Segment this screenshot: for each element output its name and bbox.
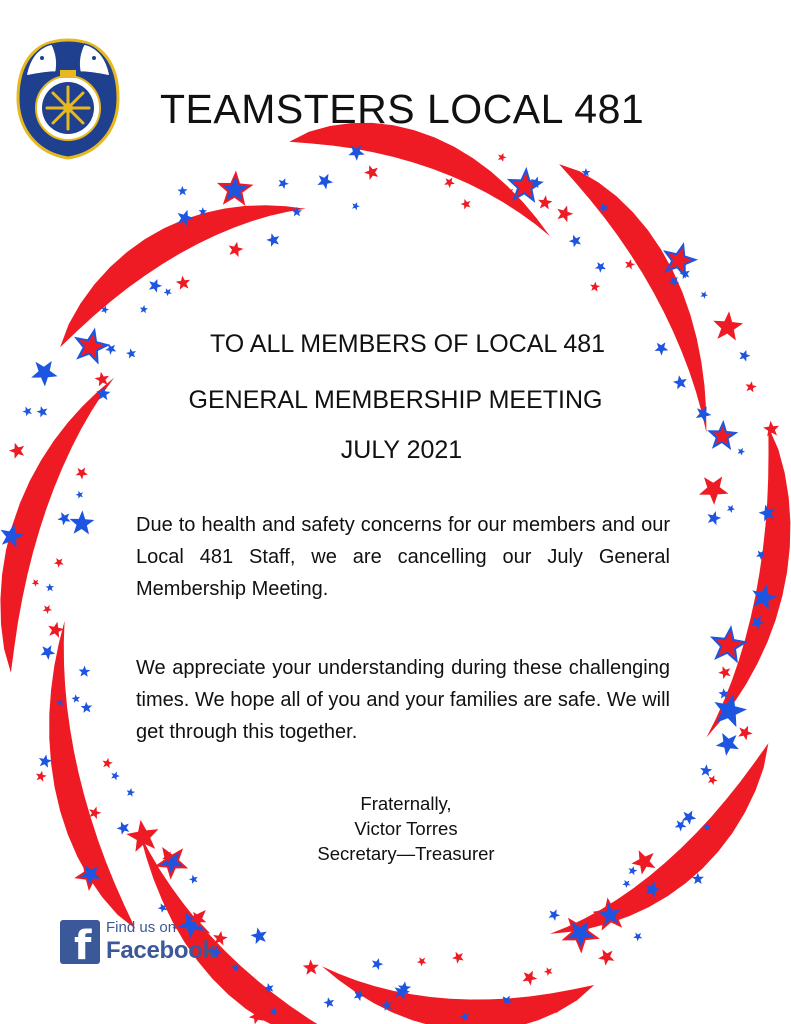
decorative-star-icon xyxy=(569,235,581,248)
decorative-star-icon xyxy=(251,927,267,944)
decorative-star-icon xyxy=(417,957,426,966)
decorative-star-icon xyxy=(32,579,40,586)
decorative-star-icon xyxy=(189,875,198,884)
decorative-star-icon xyxy=(708,775,718,785)
decorative-star-icon xyxy=(699,477,728,505)
red-swoosh-decoration xyxy=(550,743,769,934)
decorative-star-icon xyxy=(127,788,136,797)
decorative-star-icon xyxy=(595,262,606,273)
decorative-star-icon xyxy=(31,361,57,387)
decorative-star-icon xyxy=(625,259,635,269)
decorative-star-icon xyxy=(266,233,279,247)
decorative-star-icon xyxy=(700,764,712,776)
decorative-star-icon xyxy=(220,173,251,203)
decorative-star-icon xyxy=(372,958,383,970)
decorative-star-icon xyxy=(70,510,95,534)
decorative-star-icon xyxy=(102,758,112,769)
red-swoosh-decoration xyxy=(706,427,790,738)
decorative-star-icon xyxy=(229,242,244,257)
facebook-label: Facebook xyxy=(106,937,216,964)
decorative-star-icon xyxy=(364,165,378,180)
decorative-star-icon xyxy=(39,754,52,767)
decorative-star-icon xyxy=(303,959,319,975)
decorative-star-icon xyxy=(126,820,158,852)
decorative-star-icon xyxy=(352,202,360,210)
decorative-star-icon xyxy=(72,694,81,703)
decorative-star-icon xyxy=(628,866,637,875)
decorative-star-icon xyxy=(140,305,148,313)
decorative-star-icon xyxy=(701,291,709,299)
decorative-star-icon xyxy=(598,949,614,965)
decorative-star-icon xyxy=(89,807,101,820)
facebook-glyph: f xyxy=(74,923,92,969)
facebook-find-us-text: Find us on xyxy=(106,919,177,936)
appreciation-paragraph: We appreciate your understanding during these challenging times. We hope all of you and your families are safe. We will get through this together. xyxy=(136,657,670,743)
decorative-star-icon xyxy=(522,971,537,986)
decorative-star-icon xyxy=(444,178,455,189)
decorative-star-icon xyxy=(549,909,561,921)
decorative-star-icon xyxy=(633,933,642,942)
decorative-star-icon xyxy=(79,666,91,677)
page-title: TEAMSTERS LOCAL 481 xyxy=(160,86,645,132)
decorative-star-icon xyxy=(557,206,573,223)
heading-date: JULY 2021 xyxy=(340,436,463,464)
decorative-star-icon xyxy=(544,967,553,976)
signature-role: Secretary—Treasurer xyxy=(317,843,495,864)
teamsters-logo xyxy=(12,32,124,162)
decorative-star-icon xyxy=(54,558,64,568)
decorative-star-icon xyxy=(538,195,553,209)
signature-closing: Fraternally, xyxy=(360,793,452,814)
decorative-star-icon xyxy=(177,186,187,196)
facebook-badge[interactable] xyxy=(60,918,216,969)
decorative-star-icon xyxy=(43,605,52,614)
decorative-star-icon xyxy=(682,811,697,825)
decorative-star-icon xyxy=(117,822,130,835)
facebook-icon xyxy=(60,920,100,969)
decorative-star-icon xyxy=(95,372,110,387)
heading-members: TO ALL MEMBERS OF LOCAL 481 xyxy=(209,330,606,358)
cancellation-paragraph: Due to health and safety concerns for our members and our Local 481 Staff, we are cancelling our July General Membership Meeting. xyxy=(136,514,670,600)
decorative-star-icon xyxy=(46,583,55,591)
decorative-star-icon xyxy=(317,174,333,190)
decorative-star-icon xyxy=(278,178,289,189)
decorative-star-icon xyxy=(76,491,84,499)
decorative-star-icon xyxy=(36,771,47,782)
decorative-star-icon xyxy=(57,512,70,525)
decorative-star-icon xyxy=(452,952,464,964)
decorative-star-icon xyxy=(149,279,162,293)
decorative-star-icon xyxy=(738,726,753,741)
decorative-star-icon xyxy=(461,199,471,210)
decorative-star-icon xyxy=(675,820,687,831)
decorative-star-icon xyxy=(158,903,167,913)
decorative-star-icon xyxy=(727,505,735,513)
decorative-star-icon xyxy=(716,733,739,756)
decorative-star-icon xyxy=(111,771,120,780)
signature-name: Victor Torres xyxy=(354,818,458,839)
decorative-star-icon xyxy=(590,282,600,292)
decorative-star-icon xyxy=(708,511,722,525)
decorative-star-icon xyxy=(41,645,56,660)
decorative-star-icon xyxy=(718,666,730,679)
decorative-star-icon xyxy=(81,702,93,713)
decorative-star-icon xyxy=(76,468,88,480)
heading-meeting: GENERAL MEMBERSHIP MEETING xyxy=(188,386,603,414)
decorative-star-icon xyxy=(498,153,507,162)
decorative-star-icon xyxy=(324,997,335,1008)
decorative-star-icon xyxy=(622,880,630,888)
decorative-star-icon xyxy=(164,288,172,296)
decorative-star-icon xyxy=(176,276,190,290)
red-swoosh-decoration xyxy=(60,205,306,347)
